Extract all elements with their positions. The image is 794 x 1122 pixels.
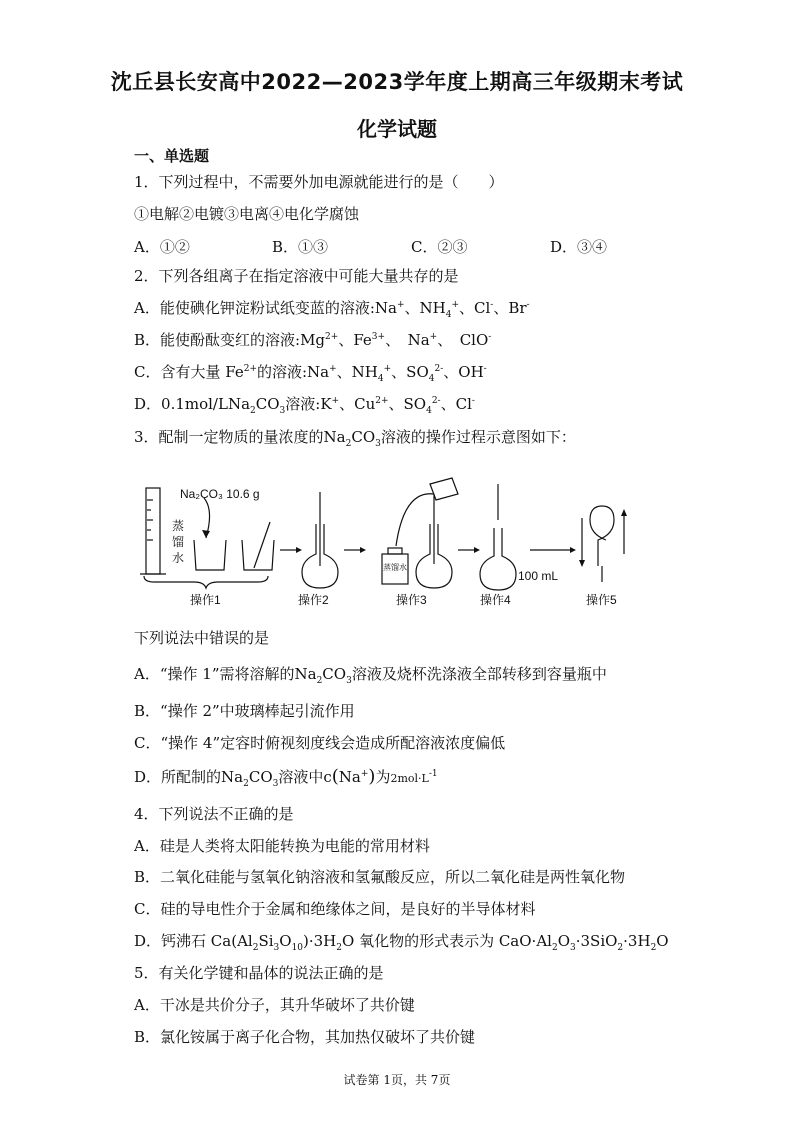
sup: +	[360, 769, 369, 779]
sup: 2+	[325, 332, 339, 342]
text: C．含有大量 Fe	[134, 363, 244, 381]
sub: 3	[279, 406, 286, 416]
sub: 3	[272, 779, 279, 789]
q4-stem: 4．下列说法不正确的是	[134, 805, 294, 823]
sup: 2+	[375, 396, 389, 406]
sub: 4	[445, 310, 452, 320]
sup: -	[483, 364, 487, 374]
exam-title: 沈丘县长安高中2022—2023学年度上期高三年级期末考试	[110, 70, 684, 94]
q1-option-d: D．③④	[550, 238, 608, 256]
q1-option-b: B．①③	[272, 238, 329, 256]
sup: +	[451, 300, 460, 310]
q5-stem: 5．有关化学键和晶体的说法正确的是	[134, 964, 384, 982]
sup: +	[396, 300, 405, 310]
water-label-1: 蒸	[172, 519, 185, 533]
q3-option-a	[134, 664, 607, 684]
text: 、NH	[404, 299, 446, 317]
paren: (	[331, 766, 339, 787]
sup: 2-	[434, 364, 444, 374]
text: ·3H	[623, 932, 651, 950]
text: 、Br	[493, 299, 527, 317]
text: 、 ClO	[437, 331, 489, 349]
text: 、Cu	[339, 395, 376, 413]
sup: +	[331, 396, 340, 406]
text: Na	[338, 768, 361, 786]
text: 、SO	[391, 363, 429, 381]
text: 、Cl	[440, 395, 472, 413]
sub: 4	[426, 406, 432, 416]
text: CO	[248, 768, 273, 786]
q1-stem: 1．下列过程中，不需要外加电源就能进行的是（ ）	[134, 173, 504, 191]
text: O	[557, 932, 570, 950]
text: 、Cl	[459, 299, 491, 317]
q1-option-a: A．①②	[134, 238, 190, 256]
exam-subtitle: 化学试题	[357, 117, 437, 141]
q4-option-a: A．硅是人类将太阳能转换为电能的常用材料	[134, 837, 430, 855]
bottle-label: 蒸馏水	[383, 563, 407, 572]
text: 、 Na	[385, 331, 430, 349]
q3-ask: 下列说法中错误的是	[134, 629, 270, 647]
q2-option-d	[134, 394, 475, 414]
text: B．能使酚酞变红的溶液:Mg	[134, 331, 326, 349]
q1-items: ①电解②电镀③电离④电化学腐蚀	[134, 205, 360, 223]
volumetric-flask-icon	[480, 528, 516, 590]
sub: 2	[650, 943, 657, 953]
sub: 2	[252, 943, 259, 953]
q1-option-c: C．②③	[411, 238, 468, 256]
graduated-cylinder-icon	[146, 488, 160, 574]
text: 3．配制一定物质的量浓度的Na	[134, 428, 346, 446]
sup: 2+	[243, 364, 257, 374]
sup: +	[383, 364, 392, 374]
sub: 10	[291, 943, 304, 953]
text: CO	[322, 665, 347, 683]
sub: 2	[345, 439, 352, 449]
sub: 2	[336, 943, 342, 953]
sub: 2	[243, 779, 249, 789]
reagent-label: Na₂CO₃ 10.6 g	[180, 487, 260, 501]
beaker-icon	[194, 540, 226, 570]
q5-option-b: B．氯化铵属于离子化合物，其加热仅破坏了共价键	[134, 1028, 476, 1046]
inverted-flask-icon	[590, 506, 614, 566]
water-label-3: 水	[172, 551, 185, 565]
sub: 2	[551, 943, 558, 953]
sup: 2-	[431, 396, 441, 406]
q4-option-d	[134, 931, 669, 951]
text: ·3SiO	[575, 932, 618, 950]
q3-option-d	[134, 767, 438, 789]
sup: +	[429, 332, 438, 342]
q2-option-b	[134, 330, 491, 350]
sub: 3	[570, 943, 576, 953]
text: D．所配制的Na	[134, 768, 244, 786]
sub: 3	[346, 676, 352, 686]
q3-option-b: B．“操作 2”中玻璃棒起引流作用	[134, 702, 355, 720]
text: D．钙沸石 Ca(Al	[134, 932, 253, 950]
sub: 3	[273, 943, 280, 953]
sup: -	[471, 396, 475, 406]
sub: 2	[316, 676, 323, 686]
text: 为	[375, 768, 391, 786]
q2-stem: 2．下列各组离子在指定溶液中可能大量共存的是	[134, 267, 459, 285]
text: Si	[258, 932, 274, 950]
q4-option-b: B．二氧化硅能与氢氧化钠溶液和氢氟酸反应，所以二氧化硅是两性氧化物	[134, 868, 626, 886]
q4-option-c: C．硅的导电性介于金属和绝缘体之间，是良好的半导体材料	[134, 900, 536, 918]
q3-stem	[134, 427, 576, 447]
page-footer: 试卷第 1页，共 7页	[343, 1073, 451, 1087]
water-label-2: 馏	[172, 535, 185, 549]
sub: 4	[428, 374, 435, 384]
text: O	[279, 932, 292, 950]
text: CO	[351, 428, 376, 446]
text: 溶液的操作过程示意图如下：	[380, 428, 576, 446]
text: )·3H	[303, 932, 337, 950]
solution-preparation-diagram	[134, 470, 634, 612]
op2-label: 操作2	[298, 593, 329, 607]
sub: 2	[617, 943, 624, 953]
sup: -1	[428, 769, 438, 779]
sub: 3	[375, 439, 381, 449]
text: 、OH	[443, 363, 484, 381]
text: 、NH	[336, 363, 378, 381]
text: 2mol·L	[390, 772, 429, 785]
sub: 4	[377, 374, 384, 384]
text: O	[656, 932, 669, 950]
text: 、SO	[388, 395, 427, 413]
text: 溶液及烧杯洗涤液全部转移到容量瓶中	[351, 665, 607, 683]
flask-volume-label: 100 mL	[518, 569, 559, 583]
text: CO	[255, 395, 280, 413]
q2-option-a	[134, 298, 530, 318]
sup: 3+	[371, 332, 386, 342]
op3-label: 操作3	[396, 593, 427, 607]
paren: )	[368, 766, 376, 787]
text: A．“操作 1”需将溶解的Na	[134, 665, 317, 683]
q3-option-c: C．“操作 4”定容时俯视刻度线会造成所配溶液浓度偏低	[134, 734, 506, 752]
section-heading: 一、单选题	[134, 147, 210, 165]
sup: +	[329, 364, 337, 374]
text: O 氧化物的形式表示为 CaO·Al	[342, 932, 552, 950]
op1-label: 操作1	[190, 593, 221, 607]
text: 溶液:K	[285, 395, 332, 413]
op5-label: 操作5	[586, 593, 617, 607]
text: 、Fe	[338, 331, 372, 349]
sup: -	[526, 300, 530, 310]
text: 溶液中c	[278, 768, 332, 786]
sup: -	[490, 300, 494, 310]
text: A．能使碘化钾淀粉试纸变蓝的溶液:Na	[134, 299, 397, 317]
q2-option-c	[134, 362, 487, 382]
sup: -	[488, 332, 492, 342]
sub: 2	[250, 406, 256, 416]
text: D．0.1mol/LNa	[134, 395, 251, 413]
text: 的溶液:Na	[257, 363, 330, 381]
op4-label: 操作4	[480, 593, 511, 607]
q5-option-a: A．干冰是共价分子，其升华破坏了共价键	[134, 996, 415, 1014]
